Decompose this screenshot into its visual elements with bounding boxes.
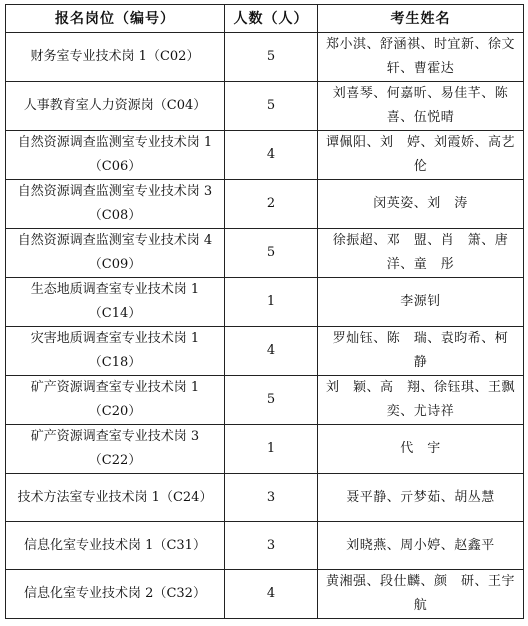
names-cell: 刘晓燕、周小婷、赵鑫平	[318, 522, 524, 570]
header-names: 考生姓名	[318, 5, 524, 33]
table-row	[6, 474, 524, 522]
count-cell: 1	[225, 425, 318, 474]
table-row	[6, 425, 524, 474]
table-row	[6, 570, 524, 619]
names-cell: 刘 颖、高 翔、徐钰琪、王飘奕、尤诗祥	[318, 376, 524, 425]
names-cell: 谭佩阳、刘 婷、刘霞娇、高艺伦	[318, 131, 524, 180]
count-cell: 4	[225, 570, 318, 619]
position-cell: 矿产资源调查室专业技术岗 1（C20）	[6, 376, 225, 425]
table-row	[6, 180, 524, 229]
position-cell: 信息化室专业技术岗 2（C32）	[6, 570, 225, 619]
position-cell: 灾害地质调查室专业技术岗 1（C18）	[6, 327, 225, 376]
count-cell: 4	[225, 131, 318, 180]
position-cell: 自然资源调查监测室专业技术岗 3（C08）	[6, 180, 225, 229]
position-cell: 自然资源调查监测室专业技术岗 1（C06）	[6, 131, 225, 180]
names-cell: 李源钊	[318, 278, 524, 327]
count-cell: 5	[225, 82, 318, 131]
table-row	[6, 229, 524, 278]
count-cell: 1	[225, 278, 318, 327]
names-cell: 闵英姿、刘 涛	[318, 180, 524, 229]
table-row	[6, 33, 524, 82]
header-position: 报名岗位（编号）	[6, 5, 225, 33]
names-cell: 罗灿钰、陈 瑞、袁昀希、柯 静	[318, 327, 524, 376]
count-cell: 2	[225, 180, 318, 229]
position-cell: 生态地质调查室专业技术岗 1（C14）	[6, 278, 225, 327]
names-cell: 聂平静、亓梦茹、胡丛慧	[318, 474, 524, 522]
table-row	[6, 131, 524, 180]
position-cell: 信息化室专业技术岗 1（C31）	[6, 522, 225, 570]
table-header-row	[6, 5, 524, 33]
header-count: 人数（人）	[225, 5, 318, 33]
table-row	[6, 522, 524, 570]
position-cell: 人事教育室人力资源岗（C04）	[6, 82, 225, 131]
count-cell: 4	[225, 327, 318, 376]
count-cell: 3	[225, 474, 318, 522]
table-row	[6, 376, 524, 425]
names-cell: 代 宇	[318, 425, 524, 474]
count-cell: 5	[225, 33, 318, 82]
position-cell: 技术方法室专业技术岗 1（C24）	[6, 474, 225, 522]
names-cell: 郑小淇、舒涵祺、时宜新、徐文轩、曹霍达	[318, 33, 524, 82]
names-cell: 黄湘强、段仕麟、颜 研、王宇航	[318, 570, 524, 619]
count-cell: 3	[225, 522, 318, 570]
position-cell: 财务室专业技术岗 1（C02）	[6, 33, 225, 82]
position-cell: 自然资源调查监测室专业技术岗 4（C09）	[6, 229, 225, 278]
count-cell: 5	[225, 229, 318, 278]
names-cell: 徐振超、邓 盟、肖 箫、唐 洋、童 彤	[318, 229, 524, 278]
table-row	[6, 82, 524, 131]
names-cell: 刘喜琴、何嘉昕、易佳芊、陈 喜、伍悦晴	[318, 82, 524, 131]
table-row	[6, 278, 524, 327]
count-cell: 5	[225, 376, 318, 425]
results-table-container	[5, 4, 524, 619]
exam-results-table	[5, 4, 524, 619]
table-row	[6, 327, 524, 376]
position-cell: 矿产资源调查室专业技术岗 3（C22）	[6, 425, 225, 474]
